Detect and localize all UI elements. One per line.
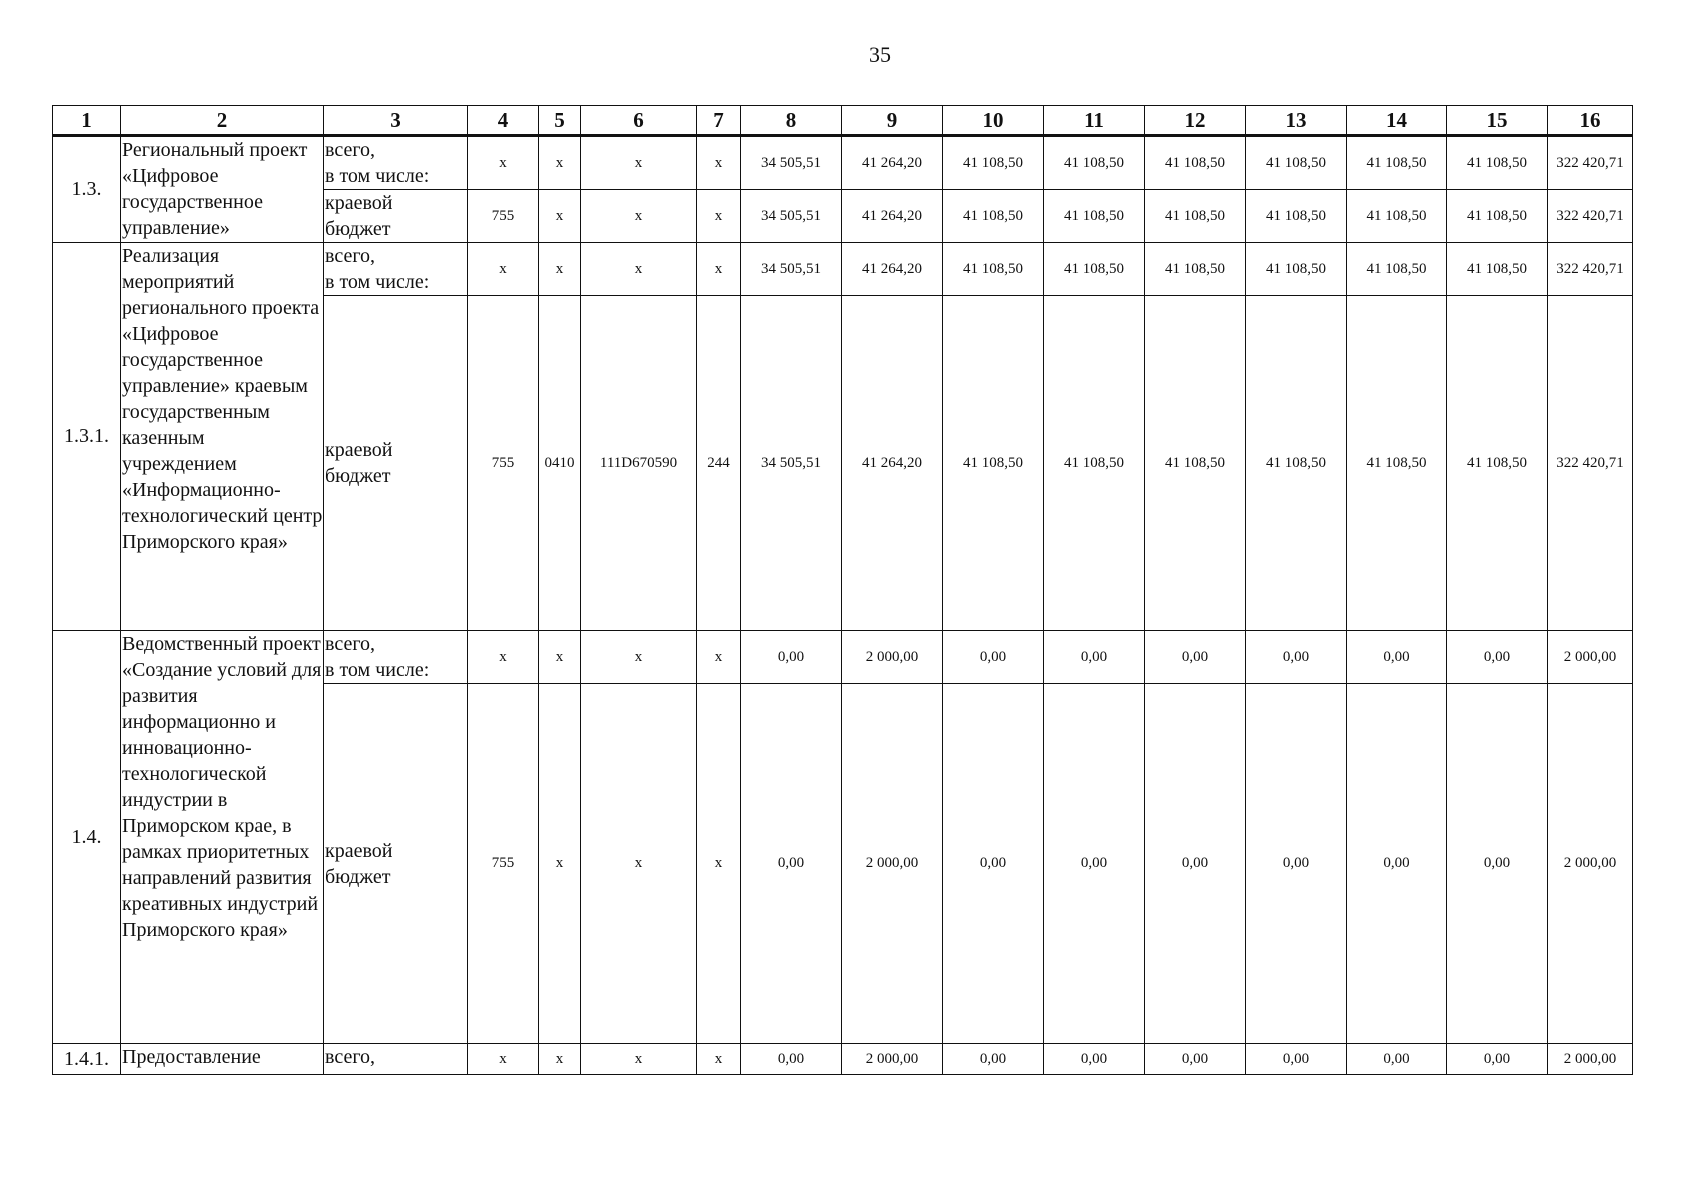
table-cell: 41 108,50	[1347, 243, 1447, 296]
column-header: 11	[1044, 106, 1145, 136]
table-cell: 0,00	[741, 1044, 842, 1075]
table-cell: x	[581, 631, 697, 684]
table-cell: 322 420,71	[1548, 136, 1633, 190]
column-header: 16	[1548, 106, 1633, 136]
table-cell: 322 420,71	[1548, 243, 1633, 296]
table-cell: 2 000,00	[1548, 684, 1633, 1044]
funding-source: всего, в том числе:	[324, 631, 468, 684]
table-cell: 41 108,50	[1246, 296, 1347, 631]
column-header: 12	[1145, 106, 1246, 136]
table-cell: x	[697, 684, 741, 1044]
header-row	[53, 106, 1633, 136]
table-cell: x	[539, 684, 581, 1044]
table-cell: 0,00	[1246, 1044, 1347, 1075]
table-cell: 0,00	[1145, 1044, 1246, 1075]
column-header: 9	[842, 106, 943, 136]
column-header: 6	[581, 106, 697, 136]
column-header: 2	[121, 106, 324, 136]
column-header: 15	[1447, 106, 1548, 136]
column-header: 4	[468, 106, 539, 136]
table-cell: 41 108,50	[1246, 190, 1347, 243]
row-code: 1.4.1.	[53, 1044, 121, 1075]
table-row	[53, 243, 1633, 296]
table-cell: 34 505,51	[741, 190, 842, 243]
table-cell: 41 108,50	[1347, 296, 1447, 631]
table-cell: 41 108,50	[1447, 136, 1548, 190]
table-cell: x	[539, 631, 581, 684]
row-name: Региональный проект «Цифровое государственное управление»	[121, 136, 324, 243]
table-cell: x	[539, 136, 581, 190]
table-cell: x	[539, 190, 581, 243]
page-number: 35	[869, 42, 891, 67]
table-cell: 0,00	[1347, 631, 1447, 684]
table-cell: 2 000,00	[842, 1044, 943, 1075]
table-cell: 34 505,51	[741, 243, 842, 296]
table-cell: x	[581, 1044, 697, 1075]
table-cell: 41 108,50	[1246, 243, 1347, 296]
table-cell: 41 108,50	[1347, 190, 1447, 243]
table-cell: 0,00	[943, 1044, 1044, 1075]
table-cell: 111D670590	[581, 296, 697, 631]
table-cell: 2 000,00	[1548, 1044, 1633, 1075]
funding-source: всего,	[324, 1044, 468, 1075]
table-cell: 41 108,50	[1145, 243, 1246, 296]
row-name: Предоставление	[121, 1044, 324, 1075]
table-cell: 41 108,50	[943, 136, 1044, 190]
table-cell: 322 420,71	[1548, 296, 1633, 631]
budget-table	[52, 105, 1633, 1075]
funding-source: всего, в том числе:	[324, 243, 468, 296]
table-cell: 0,00	[1447, 684, 1548, 1044]
funding-source: краевой бюджет	[324, 296, 468, 631]
column-header: 3	[324, 106, 468, 136]
row-code: 1.3.1.	[53, 243, 121, 631]
table-cell: 0,00	[1044, 1044, 1145, 1075]
funding-source: всего, в том числе:	[324, 136, 468, 190]
table-cell: 755	[468, 190, 539, 243]
funding-source: краевой бюджет	[324, 684, 468, 1044]
row-code: 1.4.	[53, 631, 121, 1044]
table-cell: 244	[697, 296, 741, 631]
table-cell: 41 108,50	[1044, 136, 1145, 190]
table-cell: 41 108,50	[1347, 136, 1447, 190]
row-name: Реализация мероприятий регионального проекта «Цифровое государственное управление» краевым государственным казенным учреждением «Информационно-технологический центр Приморского края»	[121, 243, 324, 631]
table-cell: x	[539, 1044, 581, 1075]
table-cell: 41 264,20	[842, 296, 943, 631]
table-cell: 41 108,50	[1145, 136, 1246, 190]
row-name: Ведомственный проект «Создание условий для развития информационно и инновационно-технологической индустрии в Приморском крае, в рамках приоритетных направлений развития креативных индустрий Приморского края»	[121, 631, 324, 1044]
column-header: 8	[741, 106, 842, 136]
table-cell: 2 000,00	[1548, 631, 1633, 684]
column-header: 5	[539, 106, 581, 136]
table-cell: 0,00	[1145, 684, 1246, 1044]
table-cell: 0,00	[1246, 631, 1347, 684]
table-cell: x	[697, 631, 741, 684]
table-cell: 41 108,50	[943, 190, 1044, 243]
table-row	[53, 136, 1633, 190]
column-header: 1	[53, 106, 121, 136]
table-cell: 0,00	[741, 631, 842, 684]
table-cell: x	[581, 243, 697, 296]
row-code: 1.3.	[53, 136, 121, 243]
table-cell: 0,00	[1246, 684, 1347, 1044]
table-cell: 0,00	[1145, 631, 1246, 684]
table-cell: 755	[468, 296, 539, 631]
table-cell: 41 108,50	[1044, 190, 1145, 243]
table-cell: x	[697, 136, 741, 190]
table-cell: 0,00	[943, 684, 1044, 1044]
table-cell: x	[697, 190, 741, 243]
table-cell: 41 264,20	[842, 190, 943, 243]
table-cell: x	[539, 243, 581, 296]
table-cell: 41 108,50	[1145, 296, 1246, 631]
column-header: 10	[943, 106, 1044, 136]
table-cell: 41 108,50	[943, 296, 1044, 631]
table-cell: 41 108,50	[1246, 136, 1347, 190]
table-cell: 41 108,50	[1447, 296, 1548, 631]
table-cell: 34 505,51	[741, 296, 842, 631]
table-row	[53, 631, 1633, 684]
table-cell: 2 000,00	[842, 631, 943, 684]
table-cell: 0,00	[1347, 1044, 1447, 1075]
funding-source: краевой бюджет	[324, 190, 468, 243]
column-header: 7	[697, 106, 741, 136]
table-cell: 41 108,50	[1044, 243, 1145, 296]
table-cell: 2 000,00	[842, 684, 943, 1044]
table-cell: x	[581, 136, 697, 190]
table-cell: 0,00	[741, 684, 842, 1044]
table-cell: 322 420,71	[1548, 190, 1633, 243]
table-cell: 0,00	[1044, 631, 1145, 684]
table-cell: 755	[468, 684, 539, 1044]
table-cell: 34 505,51	[741, 136, 842, 190]
table-cell: 0,00	[1347, 684, 1447, 1044]
table-cell: x	[468, 243, 539, 296]
table-cell: 0,00	[1447, 631, 1548, 684]
table-cell: 41 108,50	[1145, 190, 1246, 243]
table-cell: 41 108,50	[943, 243, 1044, 296]
table-cell: 0,00	[1447, 1044, 1548, 1075]
table-cell: 0,00	[1044, 684, 1145, 1044]
table-cell: 41 264,20	[842, 243, 943, 296]
table-cell: 0,00	[943, 631, 1044, 684]
table-cell: 41 108,50	[1447, 190, 1548, 243]
table-cell: 41 108,50	[1044, 296, 1145, 631]
table-cell: x	[468, 1044, 539, 1075]
table-cell: x	[581, 190, 697, 243]
table-cell: x	[581, 684, 697, 1044]
table-cell: 41 264,20	[842, 136, 943, 190]
column-header: 14	[1347, 106, 1447, 136]
column-header: 13	[1246, 106, 1347, 136]
table-cell: x	[697, 243, 741, 296]
table-cell: x	[468, 136, 539, 190]
table-cell: 0410	[539, 296, 581, 631]
table-cell: 41 108,50	[1447, 243, 1548, 296]
table-cell: x	[697, 1044, 741, 1075]
table-cell: x	[468, 631, 539, 684]
table-row	[53, 1044, 1633, 1075]
